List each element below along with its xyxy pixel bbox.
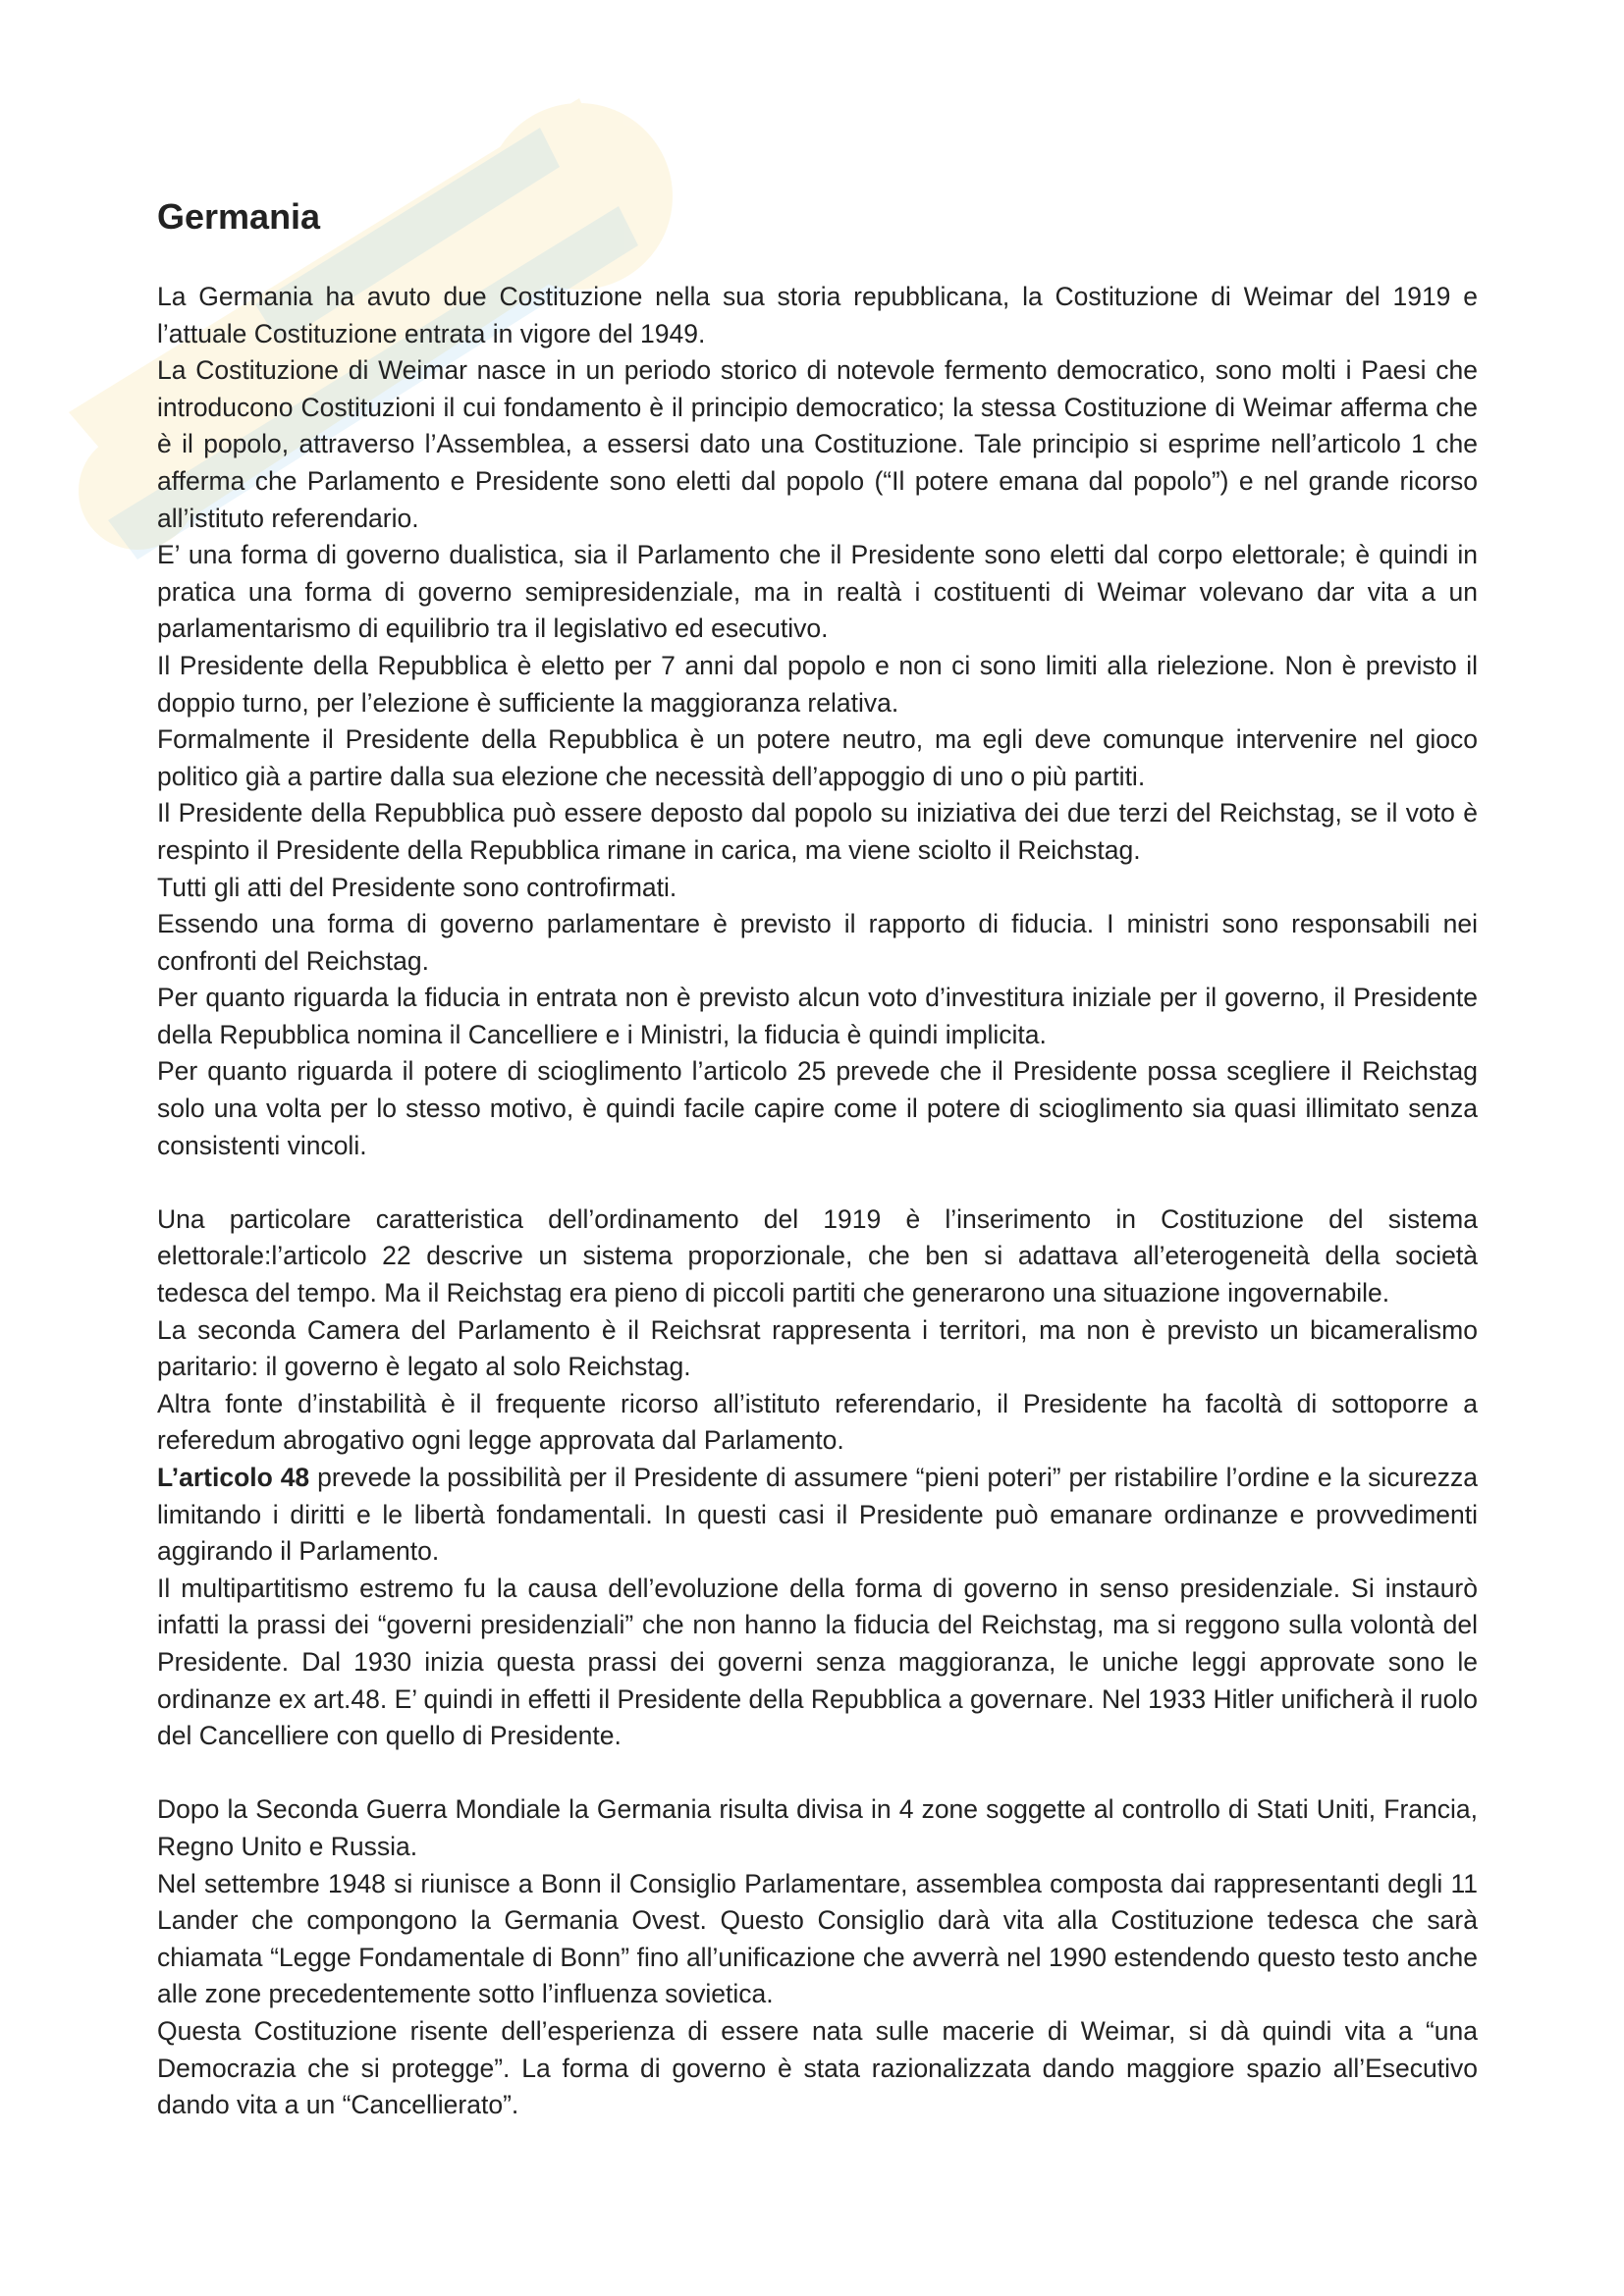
section-electoral-system (157, 1201, 1478, 1755)
paragraph: La Costituzione di Weimar nasce in un periodo storico di notevole fermento democratico, sono molti i Paesi che introducono Costituzioni il cui fondamento è il principio democratico; la stessa Costituzione di Weimar afferma che è il popolo, attraverso l’Assemblea, a essersi dato una Costituzione. Tale principio si esprime nell’articolo 1 che afferma che Parlamento e Presidente sono eletti dal popolo (“Il potere emana dal popolo”) e nel grande ricorso all’istituto referendario. (157, 355, 1478, 533)
document-title: Germania (157, 196, 321, 237)
paragraph: Per quanto riguarda la fiducia in entrata non è previsto alcun voto d’investitura iniziale per il governo, il Presidente della Repubblica nomina il Cancelliere e i Ministri, la fiducia è quindi implicita. (157, 983, 1478, 1049)
paragraph: Altra fonte d’instabilità è il frequente ricorso all’istituto referendario, il Presidente ha facoltà di sottoporre a referedum abrogativo ogni legge approvata dal Parlamento. (157, 1388, 1478, 1456)
paragraph-spacer (157, 1164, 1478, 1201)
paragraph: La seconda Camera del Parlamento è il Reichsrat rappresenta i territori, ma non è previsto un bicameralismo paritario: il governo è legato al solo Reichstag. (157, 1314, 1478, 1382)
article-48-text: prevede la possibilità per il Presidente di assumere “pieni poteri” per ristabilire l’ordine e la sicurezza limitando i diritti e le libertà fondamentali. In questi casi il Presidente può emanare ordinanze e provvedimenti aggirando il Parlamento. (157, 1463, 1478, 1567)
paragraph: Il Presidente della Repubblica può essere deposto dal popolo su iniziativa dei due terzi del Reichstag, se il voto è respinto il Presidente della Repubblica rimane in carica, ma viene sciolto il Reichstag. (157, 798, 1478, 865)
section-weimar-intro (157, 279, 1478, 1164)
paragraph-article-48 (157, 1460, 1478, 1571)
paragraph: Il Presidente della Repubblica è eletto per 7 anni dal popolo e non ci sono limiti alla rielezione. Non è previsto il doppio turno, per l’elezione è sufficiente la maggioranza relativa. (157, 650, 1478, 718)
paragraph: Dopo la Seconda Guerra Mondiale la Germania risulta divisa in 4 zone soggette al controllo di Stati Uniti, Francia, Regno Unito e Russia. (157, 1794, 1478, 1861)
paragraph: Tutti gli atti del Presidente sono controfirmati. (157, 872, 677, 902)
paragraph: Una particolare caratteristica dell’ordinamento del 1919 è l’inserimento in Costituzione del sistema elettorale:l’articolo 22 descrive un sistema proporzionale, che ben si adattava all’eterogeneità della società tedesca del tempo. Ma il Reichstag era pieno di piccoli partiti che generarono una situazione ingovernabile. (157, 1203, 1478, 1308)
paragraph: Per quanto riguarda il potere di scioglimento l’articolo 25 prevede che il Presidente possa scegliere il Reichstag solo una volta per lo stesso motivo, è quindi facile capire come il potere di scioglimento sia quasi illimitato senza consistenti vincoli. (157, 1056, 1478, 1160)
paragraph: Il multipartitismo estremo fu la causa dell’evoluzione della forma di governo in senso presidenziale. Si instaurò infatti la prassi dei “governi presidenziali” che non hanno la fiducia del Reichstag, ma si reggono sulla volontà del Presidente. Dal 1930 inizia questa prassi dei governi senza maggioranza, le uniche leggi approvate sono le ordinanze ex art.48. E’ quindi in effetti il Presidente della Repubblica a governare. Nel 1933 Hitler unificherà il ruolo del Cancelliere con quello di Presidente. (157, 1573, 1478, 1751)
paragraph: Questa Costituzione risente dell’esperienza di essere nata sulle macerie di Weimar, si dà quindi vita a “una Democrazia che si protegge”. La forma di governo è stata razionalizzata dando maggiore spazio all’Esecutivo dando vita a un “Cancellierato”. (157, 2015, 1478, 2120)
paragraph: Formalmente il Presidente della Repubblica è un potere neutro, ma egli deve comunque intervenire nel gioco politico già a partire dalla sua elezione che necessità dell’appoggio di uno o più partiti. (157, 724, 1478, 791)
article-48-bold: L’articolo 48 (157, 1463, 310, 1492)
paragraph: Essendo una forma di governo parlamentare è previsto il rapporto di fiducia. I ministri sono responsabili nei confronti del Reichstag. (157, 909, 1478, 976)
paragraph-spacer (157, 1755, 1478, 1792)
paragraph: Nel settembre 1948 si riunisce a Bonn il Consiglio Parlamentare, assemblea composta dai rappresentanti degli 11 Lander che compongono la Germania Ovest. Questo Consiglio darà vita alla Costituzione tedesca che sarà chiamata “Legge Fondamentale di Bonn” fino all’unificazione che avverrà nel 1990 estendendo questo testo anche alle zone precedentemente sotto l’influenza sovietica. (157, 1868, 1478, 2009)
paragraph: La Germania ha avuto due Costituzione nella sua storia repubblicana, la Costituzione di Weimar del 1919 e l’attuale Costituzione entrata in vigore del 1949. (157, 282, 1478, 348)
paragraph: E’ una forma di governo dualistica, sia il Parlamento che il Presidente sono eletti dal corpo elettorale; è quindi in pratica una forma di governo semipresidenziale, ma in realtà i costituenti di Weimar volevano dar vita a un parlamentarismo di equilibrio tra il legislativo ed esecutivo. (157, 540, 1478, 644)
document-page (157, 192, 1478, 2124)
section-bonn-constitution (157, 1791, 1478, 2123)
